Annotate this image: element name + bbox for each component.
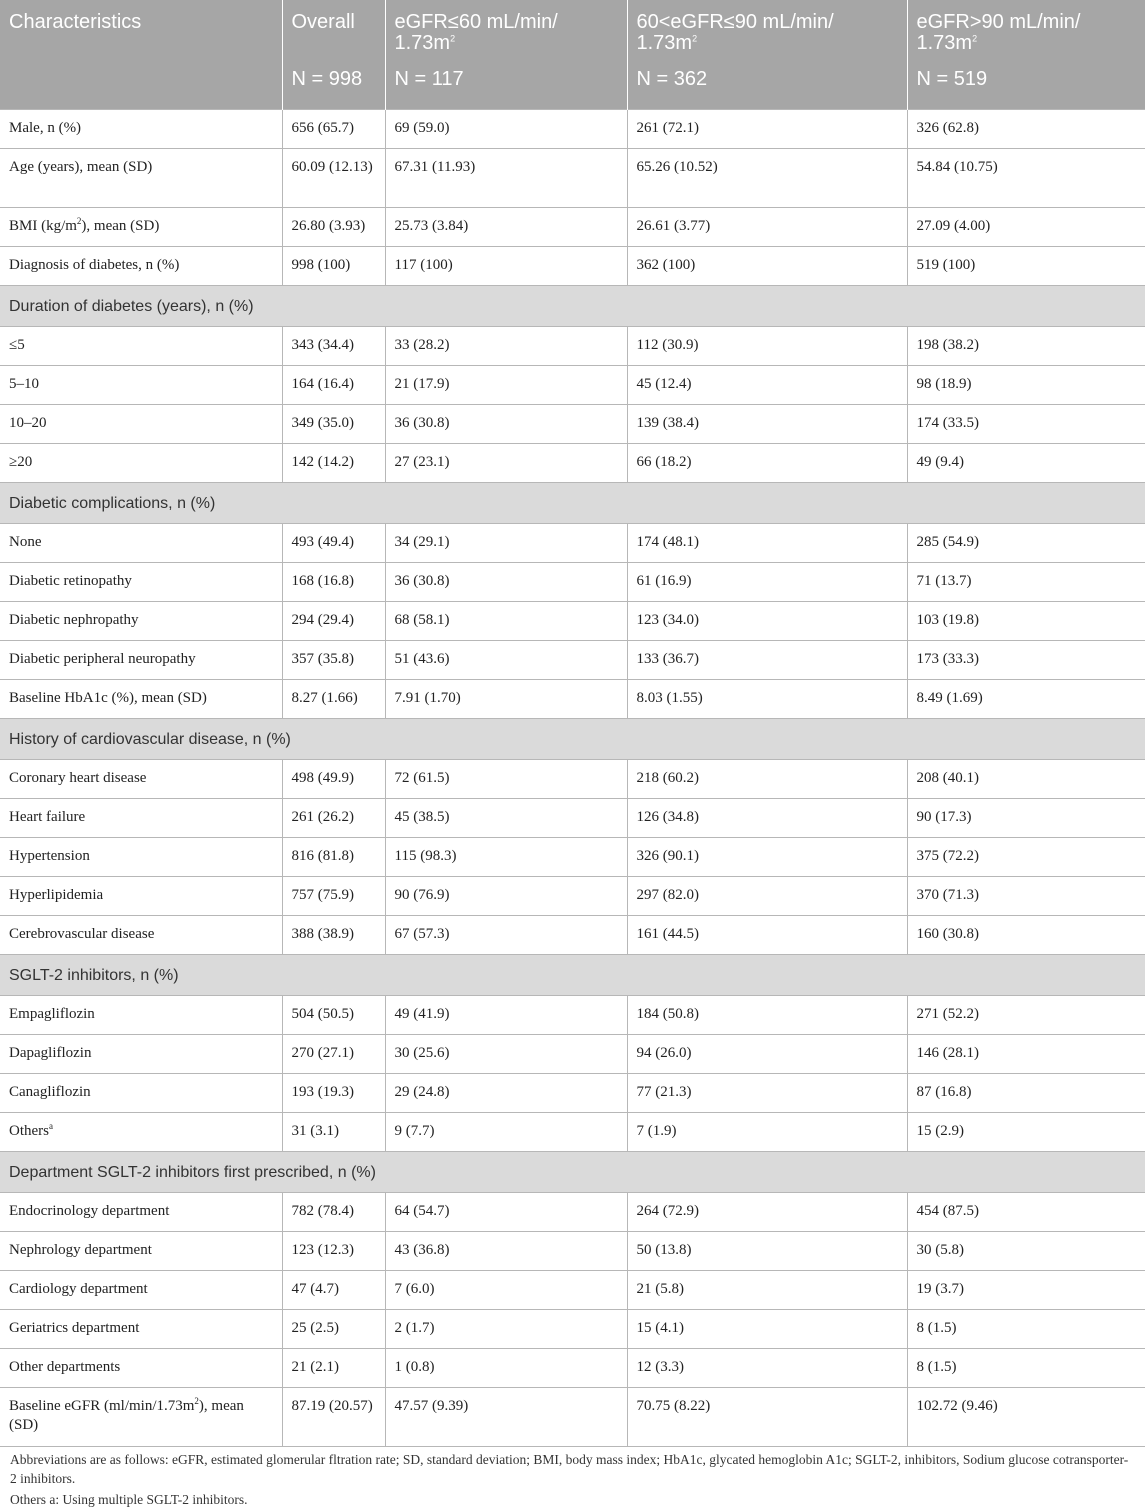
- table-cell: Heart failure: [0, 799, 282, 838]
- table-cell: 9 (7.7): [385, 1113, 627, 1152]
- table-row: [0, 247, 1145, 286]
- table-cell: 30 (25.6): [385, 1035, 627, 1074]
- table-cell: 294 (29.4): [282, 602, 385, 641]
- table-cell: 297 (82.0): [627, 877, 907, 916]
- table-row: [0, 366, 1145, 405]
- table-cell: 21 (5.8): [627, 1271, 907, 1310]
- table-row: [0, 877, 1145, 916]
- table-cell: 8.27 (1.66): [282, 680, 385, 719]
- table-row: [0, 1113, 1145, 1152]
- table-cell: 8 (1.5): [907, 1349, 1145, 1388]
- table-cell: 25.73 (3.84): [385, 208, 627, 247]
- table-cell: 71 (13.7): [907, 563, 1145, 602]
- header-n-egfr-le60: N = 117: [385, 65, 627, 110]
- section-header-duration: [0, 286, 1145, 327]
- table-cell: 66 (18.2): [627, 444, 907, 483]
- table-cell: 19 (3.7): [907, 1271, 1145, 1310]
- table-row: [0, 641, 1145, 680]
- table-cell: 45 (38.5): [385, 799, 627, 838]
- table-cell: 51 (43.6): [385, 641, 627, 680]
- table-cell: 168 (16.8): [282, 563, 385, 602]
- table-cell: Nephrology department: [0, 1232, 282, 1271]
- table-cell: Hypertension: [0, 838, 282, 877]
- table-cell: 362 (100): [627, 247, 907, 286]
- table-cell: 375 (72.2): [907, 838, 1145, 877]
- table-cell: 184 (50.8): [627, 996, 907, 1035]
- table-row: [0, 1271, 1145, 1310]
- section-header-department: [0, 1152, 1145, 1193]
- table-cell: Baseline HbA1c (%), mean (SD): [0, 680, 282, 719]
- table-row: [0, 405, 1145, 444]
- table-cell: Diabetic peripheral neuropathy: [0, 641, 282, 680]
- table-cell: 8.49 (1.69): [907, 680, 1145, 719]
- table-cell: 49 (9.4): [907, 444, 1145, 483]
- table-cell: 27.09 (4.00): [907, 208, 1145, 247]
- table-cell: 98 (18.9): [907, 366, 1145, 405]
- table-row: [0, 208, 1145, 247]
- table-cell: ≤5: [0, 327, 282, 366]
- table-cell: 68 (58.1): [385, 602, 627, 641]
- table-cell: 21 (17.9): [385, 366, 627, 405]
- table-cell: 133 (36.7): [627, 641, 907, 680]
- table-cell: 36 (30.8): [385, 405, 627, 444]
- table-cell: Duration of diabetes (years), n (%): [0, 286, 1145, 327]
- table-cell: 123 (34.0): [627, 602, 907, 641]
- table-cell: 270 (27.1): [282, 1035, 385, 1074]
- header-egfr-gt90: eGFR>90 mL/min/ $1.73m^2$: [907, 0, 1145, 65]
- table-cell: 67 (57.3): [385, 916, 627, 955]
- table-row: [0, 149, 1145, 208]
- table-row: [0, 327, 1145, 366]
- table-cell: 7.91 (1.70): [385, 680, 627, 719]
- table-cell: 7 (1.9): [627, 1113, 907, 1152]
- table-cell: 656 (65.7): [282, 110, 385, 149]
- table-cell: 357 (35.8): [282, 641, 385, 680]
- table-cell: 271 (52.2): [907, 996, 1145, 1035]
- table-cell: 261 (26.2): [282, 799, 385, 838]
- table-cell: 115 (98.3): [385, 838, 627, 877]
- table-cell: 757 (75.9): [282, 877, 385, 916]
- section-header-cvd: [0, 719, 1145, 760]
- table-cell: Cardiology department: [0, 1271, 282, 1310]
- table-cell: 34 (29.1): [385, 524, 627, 563]
- table-cell: 370 (71.3): [907, 877, 1145, 916]
- table-row: [0, 444, 1145, 483]
- table-row: [0, 760, 1145, 799]
- table-row: [0, 680, 1145, 719]
- table-cell: 504 (50.5): [282, 996, 385, 1035]
- table-row: [0, 1349, 1145, 1388]
- table-cell: 123 (12.3): [282, 1232, 385, 1271]
- table-cell: 72 (61.5): [385, 760, 627, 799]
- table-cell: 64 (54.7): [385, 1193, 627, 1232]
- table-cell: 10–20: [0, 405, 282, 444]
- table-cell: 343 (34.4): [282, 327, 385, 366]
- table-cell: 326 (62.8): [907, 110, 1145, 149]
- table-cell: 67.31 (11.93): [385, 149, 627, 208]
- table-cell: 7 (6.0): [385, 1271, 627, 1310]
- table-row: [0, 996, 1145, 1035]
- table-cell: 30 (5.8): [907, 1232, 1145, 1271]
- table-cell: 12 (3.3): [627, 1349, 907, 1388]
- table-cell: 998 (100): [282, 247, 385, 286]
- table-cell: Geriatrics department: [0, 1310, 282, 1349]
- table-cell: 15 (4.1): [627, 1310, 907, 1349]
- table-row: [0, 799, 1145, 838]
- table-cell: 161 (44.5): [627, 916, 907, 955]
- header-egfr-60-90: 60<eGFR≤90 mL/min/ $1.73m^2$: [627, 0, 907, 65]
- table-cell: Coronary heart disease: [0, 760, 282, 799]
- header-n-blank: [0, 65, 282, 110]
- table-cell: 45 (12.4): [627, 366, 907, 405]
- table-cell: 142 (14.2): [282, 444, 385, 483]
- table-cell: 60.09 (12.13): [282, 149, 385, 208]
- table-cell: 103 (19.8): [907, 602, 1145, 641]
- section-header-complications: [0, 483, 1145, 524]
- table-cell: 69 (59.0): [385, 110, 627, 149]
- table-cell: 70.75 (8.22): [627, 1388, 907, 1447]
- table-cell: 164 (16.4): [282, 366, 385, 405]
- table-cell: 816 (81.8): [282, 838, 385, 877]
- table-cell: Diabetic retinopathy: [0, 563, 282, 602]
- table-cell: 193 (19.3): [282, 1074, 385, 1113]
- table-cell: 90 (76.9): [385, 877, 627, 916]
- table-row: [0, 602, 1145, 641]
- table-cell: None: [0, 524, 282, 563]
- table-row: [0, 1193, 1145, 1232]
- header-egfr-le60: eGFR≤60 mL/min/ $1.73m^2$: [385, 0, 627, 65]
- table-cell: 174 (48.1): [627, 524, 907, 563]
- table-row: [0, 524, 1145, 563]
- table-cell: 102.72 (9.46): [907, 1388, 1145, 1447]
- table-cell: 25 (2.5): [282, 1310, 385, 1349]
- table-cell: 198 (38.2): [907, 327, 1145, 366]
- table-cell: 498 (49.9): [282, 760, 385, 799]
- table-cell: Diabetic complications, n (%): [0, 483, 1145, 524]
- table-cell: 139 (38.4): [627, 405, 907, 444]
- table-cell: Canagliflozin: [0, 1074, 282, 1113]
- table-row: [0, 916, 1145, 955]
- table-cell: 782 (78.4): [282, 1193, 385, 1232]
- table-cell: 65.26 (10.52): [627, 149, 907, 208]
- table-cell: 264 (72.9): [627, 1193, 907, 1232]
- table-cell: 94 (26.0): [627, 1035, 907, 1074]
- table-cell: 174 (33.5): [907, 405, 1145, 444]
- table-cell: 8.03 (1.55): [627, 680, 907, 719]
- table-cell: 29 (24.8): [385, 1074, 627, 1113]
- table-cell: 146 (28.1): [907, 1035, 1145, 1074]
- table-cell: 87 (16.8): [907, 1074, 1145, 1113]
- header-characteristics: Characteristics: [0, 0, 282, 65]
- table-row: [0, 110, 1145, 149]
- footnote-abbreviations: Abbreviations are as follows: eGFR, estimated glomerular fltration rate; SD, standard deviation; BMI, body mass index; HbA1c, glycated hemoglobin A1c; SGLT-2, inhibitors, Sodium glucose cotransporter-2 inhibitors.: [10, 1452, 1129, 1486]
- table-cell: Hyperlipidemia: [0, 877, 282, 916]
- table-cell: 326 (90.1): [627, 838, 907, 877]
- table-row: [0, 1074, 1145, 1113]
- table-cell: ≥20: [0, 444, 282, 483]
- table-cell: Empagliflozin: [0, 996, 282, 1035]
- table-cell: 349 (35.0): [282, 405, 385, 444]
- header-n-egfr-60-90: N = 362: [627, 65, 907, 110]
- table-cell: 218 (60.2): [627, 760, 907, 799]
- table-cell: Department SGLT-2 inhibitors first prescribed, n (%): [0, 1152, 1145, 1193]
- table-cell: Male, n (%): [0, 110, 282, 149]
- table-cell: Endocrinology department: [0, 1193, 282, 1232]
- table-cell: 36 (30.8): [385, 563, 627, 602]
- table-cell: 173 (33.3): [907, 641, 1145, 680]
- header-n-overall: N = 998: [282, 65, 385, 110]
- table-cell: 33 (28.2): [385, 327, 627, 366]
- table-cell: 285 (54.9): [907, 524, 1145, 563]
- table-cell: 26.80 (3.93): [282, 208, 385, 247]
- table-cell: 519 (100): [907, 247, 1145, 286]
- table-cell: 493 (49.4): [282, 524, 385, 563]
- table-cell: 261 (72.1): [627, 110, 907, 149]
- table-cell: 87.19 (20.57): [282, 1388, 385, 1447]
- table-cell: 5–10: [0, 366, 282, 405]
- table-cell: 77 (21.3): [627, 1074, 907, 1113]
- table-cell: BMI $(kg/m^2)$, mean (SD): [0, 208, 282, 247]
- table-row: [0, 1388, 1145, 1447]
- table-cell: 208 (40.1): [907, 760, 1145, 799]
- table-cell: Other departments: [0, 1349, 282, 1388]
- table-cell: 47.57 (9.39): [385, 1388, 627, 1447]
- table-cell: 117 (100): [385, 247, 627, 286]
- header-n-egfr-gt90: N = 519: [907, 65, 1145, 110]
- table-cell: 1 (0.8): [385, 1349, 627, 1388]
- table-cell: SGLT-2 inhibitors, n (%): [0, 955, 1145, 996]
- table-cell: Diagnosis of diabetes, n (%): [0, 247, 282, 286]
- table-cell: 61 (16.9): [627, 563, 907, 602]
- header-overall: Overall: [282, 0, 385, 65]
- table-cell: Age (years), mean (SD): [0, 149, 282, 208]
- table-row: [0, 1310, 1145, 1349]
- table-cell: 454 (87.5): [907, 1193, 1145, 1232]
- table-cell: 15 (2.9): [907, 1113, 1145, 1152]
- table-row: [0, 838, 1145, 877]
- table-cell: 388 (38.9): [282, 916, 385, 955]
- table-cell: Baseline eGFR $(ml/\min/1.73m^2)$, mean (SD): [0, 1388, 282, 1447]
- table-cell: 126 (34.8): [627, 799, 907, 838]
- table-row: [0, 1035, 1145, 1074]
- table-cell: 49 (41.9): [385, 996, 627, 1035]
- table-cell: 47 (4.7): [282, 1271, 385, 1310]
- table-cell: 26.61 (3.77): [627, 208, 907, 247]
- table-cell: Others$^a$: [0, 1113, 282, 1152]
- table-cell: 2 (1.7): [385, 1310, 627, 1349]
- table-cell: Dapagliflozin: [0, 1035, 282, 1074]
- table-cell: Diabetic nephropathy: [0, 602, 282, 641]
- table-cell: 43 (36.8): [385, 1232, 627, 1271]
- table-cell: 112 (30.9): [627, 327, 907, 366]
- table-cell: History of cardiovascular disease, n (%): [0, 719, 1145, 760]
- table-row: [0, 563, 1145, 602]
- table-cell: Cerebrovascular disease: [0, 916, 282, 955]
- table-cell: 54.84 (10.75): [907, 149, 1145, 208]
- table-cell: 27 (23.1): [385, 444, 627, 483]
- table-row: [0, 1232, 1145, 1271]
- table-cell: 50 (13.8): [627, 1232, 907, 1271]
- table-cell: 31 (3.1): [282, 1113, 385, 1152]
- table-cell: 160 (30.8): [907, 916, 1145, 955]
- table-cell: 90 (17.3): [907, 799, 1145, 838]
- table-cell: 21 (2.1): [282, 1349, 385, 1388]
- table-cell: 8 (1.5): [907, 1310, 1145, 1349]
- section-header-sglt2: [0, 955, 1145, 996]
- footnote-others: Others a: Using multiple SGLT-2 inhibitors.: [10, 1492, 248, 1507]
